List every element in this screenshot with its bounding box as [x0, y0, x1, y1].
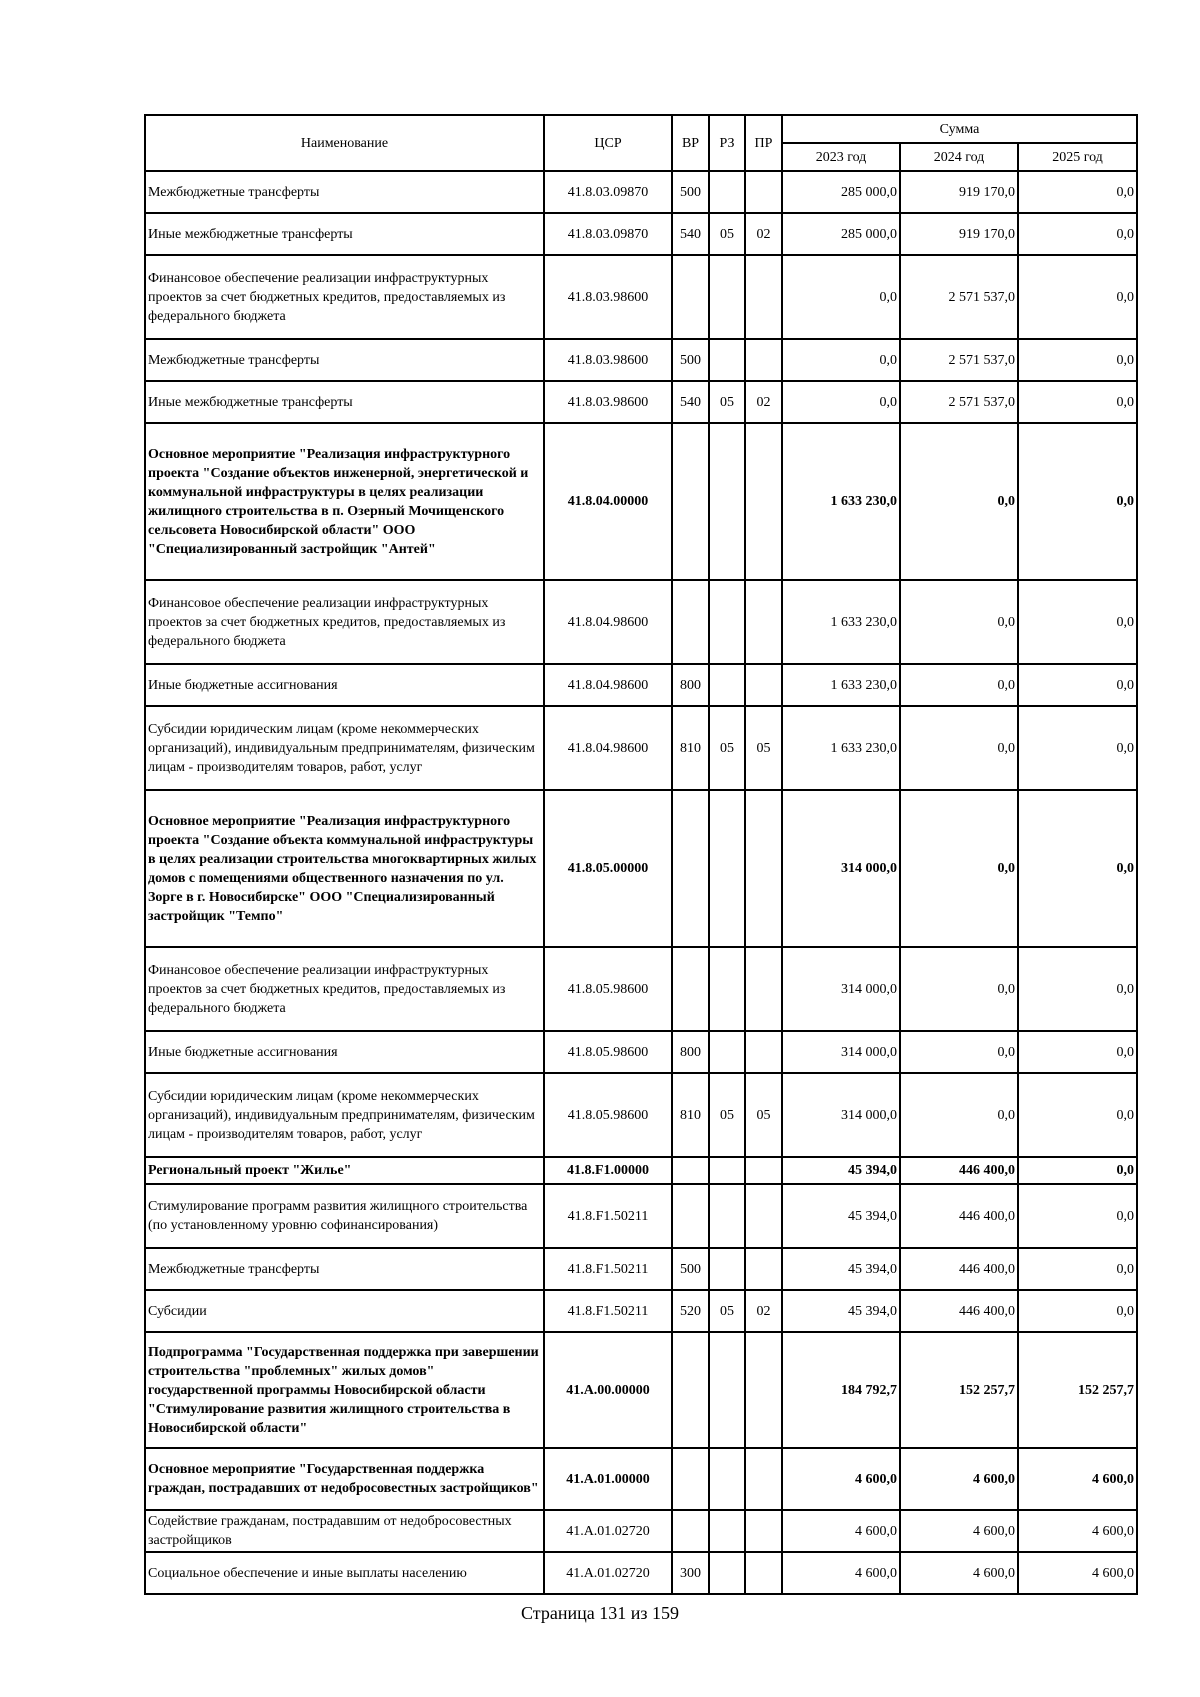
row-sum-2023: 45 394,0: [782, 1157, 900, 1184]
row-sum-2024: 152 257,7: [900, 1332, 1018, 1448]
row-csr: 41.8.03.09870: [544, 171, 672, 213]
row-sum-2025: 4 600,0: [1018, 1552, 1137, 1594]
row-pr: [745, 1184, 782, 1248]
row-pr: [745, 1332, 782, 1448]
table-row: [145, 1031, 1137, 1073]
row-sum-2025: 0,0: [1018, 423, 1137, 580]
header-2024: 2024 год: [900, 143, 1018, 171]
table-row: [145, 1290, 1137, 1332]
row-name: Содействие гражданам, пострадавшим от недобросовестных застройщиков: [145, 1510, 544, 1552]
row-pr: [745, 1448, 782, 1510]
row-pr: 02: [745, 1290, 782, 1332]
row-sum-2025: 0,0: [1018, 1184, 1137, 1248]
row-sum-2023: 45 394,0: [782, 1290, 900, 1332]
row-csr: 41.8.03.98600: [544, 339, 672, 381]
row-rz: [709, 339, 745, 381]
row-pr: [745, 580, 782, 664]
row-sum-2023: 45 394,0: [782, 1184, 900, 1248]
row-sum-2024: 0,0: [900, 580, 1018, 664]
row-sum-2025: 0,0: [1018, 706, 1137, 790]
row-name: Социальное обеспечение и иные выплаты населению: [145, 1552, 544, 1594]
table-row: [145, 339, 1137, 381]
header-vr: ВР: [672, 115, 709, 171]
row-rz: 05: [709, 706, 745, 790]
row-pr: [745, 947, 782, 1031]
row-sum-2024: 0,0: [900, 664, 1018, 706]
row-sum-2025: 0,0: [1018, 1248, 1137, 1290]
row-sum-2024: 0,0: [900, 706, 1018, 790]
row-name: Иные межбюджетные трансферты: [145, 381, 544, 423]
row-rz: [709, 1448, 745, 1510]
row-csr: 41.8.05.00000: [544, 790, 672, 947]
row-rz: [709, 1184, 745, 1248]
row-name: Финансовое обеспечение реализации инфраструктурных проектов за счет бюджетных кредитов, предоставляемых из федерального бюджета: [145, 947, 544, 1031]
row-sum-2025: 0,0: [1018, 1031, 1137, 1073]
table-row: [145, 1184, 1137, 1248]
row-sum-2025: 0,0: [1018, 339, 1137, 381]
row-vr: 500: [672, 171, 709, 213]
row-sum-2024: 0,0: [900, 947, 1018, 1031]
row-sum-2025: 0,0: [1018, 664, 1137, 706]
row-rz: 05: [709, 1290, 745, 1332]
table-row: [145, 423, 1137, 580]
row-sum-2024: 4 600,0: [900, 1510, 1018, 1552]
row-sum-2025: 0,0: [1018, 790, 1137, 947]
row-pr: [745, 790, 782, 947]
row-csr: 41.8.04.98600: [544, 706, 672, 790]
row-pr: [745, 255, 782, 339]
row-sum-2025: 152 257,7: [1018, 1332, 1137, 1448]
row-sum-2023: 1 633 230,0: [782, 580, 900, 664]
row-sum-2024: 446 400,0: [900, 1248, 1018, 1290]
table-row: [145, 1510, 1137, 1552]
row-vr: 800: [672, 1031, 709, 1073]
row-pr: 02: [745, 381, 782, 423]
row-csr: 41.A.01.00000: [544, 1448, 672, 1510]
row-sum-2024: 4 600,0: [900, 1552, 1018, 1594]
row-sum-2023: 1 633 230,0: [782, 706, 900, 790]
row-vr: [672, 1332, 709, 1448]
row-name: Субсидии юридическим лицам (кроме некоммерческих организаций), индивидуальным предпринимателям, физическим лицам - производителям товаров, работ, услуг: [145, 1073, 544, 1157]
row-sum-2025: 0,0: [1018, 171, 1137, 213]
row-rz: [709, 1248, 745, 1290]
row-rz: [709, 1552, 745, 1594]
row-sum-2025: 4 600,0: [1018, 1448, 1137, 1510]
row-csr: 41.8.04.98600: [544, 664, 672, 706]
row-rz: [709, 1157, 745, 1184]
row-rz: [709, 1510, 745, 1552]
row-name: Финансовое обеспечение реализации инфраструктурных проектов за счет бюджетных кредитов, предоставляемых из федерального бюджета: [145, 580, 544, 664]
header-rz: РЗ: [709, 115, 745, 171]
row-pr: 02: [745, 213, 782, 255]
row-vr: [672, 947, 709, 1031]
row-name: Подпрограмма "Государственная поддержка при завершении строительства "проблемных" жилых домов" государственной программы Новосибирской области "Стимулирование развития жилищного строительства в Новосибирской области": [145, 1332, 544, 1448]
table-row: [145, 1073, 1137, 1157]
row-name: Региональный проект "Жилье": [145, 1157, 544, 1184]
row-pr: 05: [745, 706, 782, 790]
row-rz: [709, 1031, 745, 1073]
row-sum-2024: 2 571 537,0: [900, 339, 1018, 381]
row-sum-2023: 0,0: [782, 255, 900, 339]
header-sum: Сумма: [782, 115, 1137, 143]
page-number: Страница 131 из 159: [521, 1603, 679, 1623]
table-row: [145, 171, 1137, 213]
row-vr: 300: [672, 1552, 709, 1594]
row-csr: 41.8.03.09870: [544, 213, 672, 255]
row-csr: 41.A.00.00000: [544, 1332, 672, 1448]
row-csr: 41.8.F1.50211: [544, 1184, 672, 1248]
row-sum-2023: 4 600,0: [782, 1448, 900, 1510]
row-sum-2024: 0,0: [900, 423, 1018, 580]
row-sum-2025: 0,0: [1018, 580, 1137, 664]
row-pr: [745, 664, 782, 706]
table-row: [145, 1448, 1137, 1510]
header-2025: 2025 год: [1018, 143, 1137, 171]
row-name: Иные межбюджетные трансферты: [145, 213, 544, 255]
row-sum-2024: 2 571 537,0: [900, 255, 1018, 339]
row-vr: 540: [672, 213, 709, 255]
row-csr: 41.8.F1.50211: [544, 1290, 672, 1332]
row-csr: 41.8.05.98600: [544, 1031, 672, 1073]
row-vr: 810: [672, 706, 709, 790]
row-vr: 540: [672, 381, 709, 423]
header-pr: ПР: [745, 115, 782, 171]
budget-table: [144, 114, 1138, 1595]
row-vr: [672, 1510, 709, 1552]
row-vr: [672, 1184, 709, 1248]
row-sum-2025: 0,0: [1018, 255, 1137, 339]
row-name: Межбюджетные трансферты: [145, 1248, 544, 1290]
header-csr: ЦСР: [544, 115, 672, 171]
table-body: [145, 171, 1137, 1594]
row-sum-2023: 285 000,0: [782, 213, 900, 255]
row-rz: 05: [709, 381, 745, 423]
header-name: Наименование: [145, 115, 544, 171]
row-vr: 500: [672, 1248, 709, 1290]
row-sum-2023: 0,0: [782, 381, 900, 423]
row-csr: 41.8.04.98600: [544, 580, 672, 664]
row-sum-2023: 1 633 230,0: [782, 423, 900, 580]
row-sum-2023: 285 000,0: [782, 171, 900, 213]
row-vr: 810: [672, 1073, 709, 1157]
table-row: [145, 1157, 1137, 1184]
row-sum-2025: 0,0: [1018, 213, 1137, 255]
row-csr: 41.A.01.02720: [544, 1510, 672, 1552]
table-row: [145, 1332, 1137, 1448]
header-2023: 2023 год: [782, 143, 900, 171]
table-row: [145, 381, 1137, 423]
row-sum-2025: 0,0: [1018, 947, 1137, 1031]
row-csr: 41.8.04.00000: [544, 423, 672, 580]
row-sum-2023: 4 600,0: [782, 1552, 900, 1594]
row-sum-2023: 45 394,0: [782, 1248, 900, 1290]
row-pr: [745, 1510, 782, 1552]
row-sum-2024: 0,0: [900, 1031, 1018, 1073]
row-sum-2024: 919 170,0: [900, 213, 1018, 255]
row-sum-2024: 446 400,0: [900, 1290, 1018, 1332]
row-name: Основное мероприятие "Реализация инфраструктурного проекта "Создание объектов инженерной, энергетической и коммунальной инфраструктуры в целях реализации жилищного строительства в п. Озерный Мочищенского сельсовета Новосибирской области" ООО "Специализированный застройщик "Антей": [145, 423, 544, 580]
row-name: Стимулирование программ развития жилищного строительства (по установленному уровню софинансирования): [145, 1184, 544, 1248]
table-row: [145, 790, 1137, 947]
row-pr: [745, 423, 782, 580]
table-row: [145, 947, 1137, 1031]
row-name: Основное мероприятие "Реализация инфраструктурного проекта "Создание объекта коммунальной инфраструктуры в целях реализации строительства многоквартирных жилых домов с помещениями общественного назначения по ул. Зорге в г. Новосибирске" ООО "Специализированный застройщик "Темпо": [145, 790, 544, 947]
row-csr: 41.8.F1.00000: [544, 1157, 672, 1184]
table-row: [145, 664, 1137, 706]
row-pr: [745, 339, 782, 381]
row-rz: [709, 580, 745, 664]
row-csr: 41.8.05.98600: [544, 947, 672, 1031]
row-sum-2024: 2 571 537,0: [900, 381, 1018, 423]
row-rz: [709, 790, 745, 947]
row-sum-2025: 4 600,0: [1018, 1510, 1137, 1552]
row-csr: 41.8.03.98600: [544, 255, 672, 339]
row-vr: 800: [672, 664, 709, 706]
row-csr: 41.A.01.02720: [544, 1552, 672, 1594]
row-name: Основное мероприятие "Государственная поддержка граждан, пострадавших от недобросовестных застройщиков": [145, 1448, 544, 1510]
row-sum-2023: 184 792,7: [782, 1332, 900, 1448]
row-rz: [709, 1332, 745, 1448]
row-sum-2023: 314 000,0: [782, 1073, 900, 1157]
row-rz: [709, 255, 745, 339]
row-rz: [709, 664, 745, 706]
row-sum-2024: 0,0: [900, 1073, 1018, 1157]
row-name: Финансовое обеспечение реализации инфраструктурных проектов за счет бюджетных кредитов, предоставляемых из федерального бюджета: [145, 255, 544, 339]
row-sum-2024: 4 600,0: [900, 1448, 1018, 1510]
row-sum-2023: 0,0: [782, 339, 900, 381]
row-vr: [672, 790, 709, 947]
table-row: [145, 255, 1137, 339]
row-sum-2025: 0,0: [1018, 1290, 1137, 1332]
row-csr: 41.8.05.98600: [544, 1073, 672, 1157]
row-sum-2024: 446 400,0: [900, 1184, 1018, 1248]
row-sum-2023: 4 600,0: [782, 1510, 900, 1552]
row-name: Иные бюджетные ассигнования: [145, 664, 544, 706]
row-vr: [672, 255, 709, 339]
row-rz: [709, 423, 745, 580]
row-vr: [672, 1448, 709, 1510]
row-name: Межбюджетные трансферты: [145, 171, 544, 213]
row-vr: 520: [672, 1290, 709, 1332]
row-vr: [672, 1157, 709, 1184]
row-name: Иные бюджетные ассигнования: [145, 1031, 544, 1073]
row-vr: [672, 580, 709, 664]
row-rz: 05: [709, 1073, 745, 1157]
table-row: [145, 580, 1137, 664]
row-sum-2023: 314 000,0: [782, 1031, 900, 1073]
row-pr: [745, 1248, 782, 1290]
row-sum-2024: 446 400,0: [900, 1157, 1018, 1184]
table-row: [145, 213, 1137, 255]
row-pr: [745, 1552, 782, 1594]
row-pr: [745, 1157, 782, 1184]
row-csr: 41.8.03.98600: [544, 381, 672, 423]
table-row: [145, 1552, 1137, 1594]
row-name: Субсидии юридическим лицам (кроме некоммерческих организаций), индивидуальным предпринимателям, физическим лицам - производителям товаров, работ, услуг: [145, 706, 544, 790]
row-rz: 05: [709, 213, 745, 255]
row-pr: 05: [745, 1073, 782, 1157]
row-vr: 500: [672, 339, 709, 381]
row-sum-2023: 314 000,0: [782, 947, 900, 1031]
row-csr: 41.8.F1.50211: [544, 1248, 672, 1290]
row-pr: [745, 1031, 782, 1073]
table-row: [145, 1248, 1137, 1290]
row-sum-2023: 1 633 230,0: [782, 664, 900, 706]
row-vr: [672, 423, 709, 580]
row-rz: [709, 171, 745, 213]
row-name: Межбюджетные трансферты: [145, 339, 544, 381]
row-sum-2025: 0,0: [1018, 381, 1137, 423]
row-rz: [709, 947, 745, 1031]
row-pr: [745, 171, 782, 213]
table-row: [145, 706, 1137, 790]
row-sum-2023: 314 000,0: [782, 790, 900, 947]
row-sum-2024: 0,0: [900, 790, 1018, 947]
row-name: Субсидии: [145, 1290, 544, 1332]
row-sum-2025: 0,0: [1018, 1157, 1137, 1184]
row-sum-2024: 919 170,0: [900, 171, 1018, 213]
row-sum-2025: 0,0: [1018, 1073, 1137, 1157]
